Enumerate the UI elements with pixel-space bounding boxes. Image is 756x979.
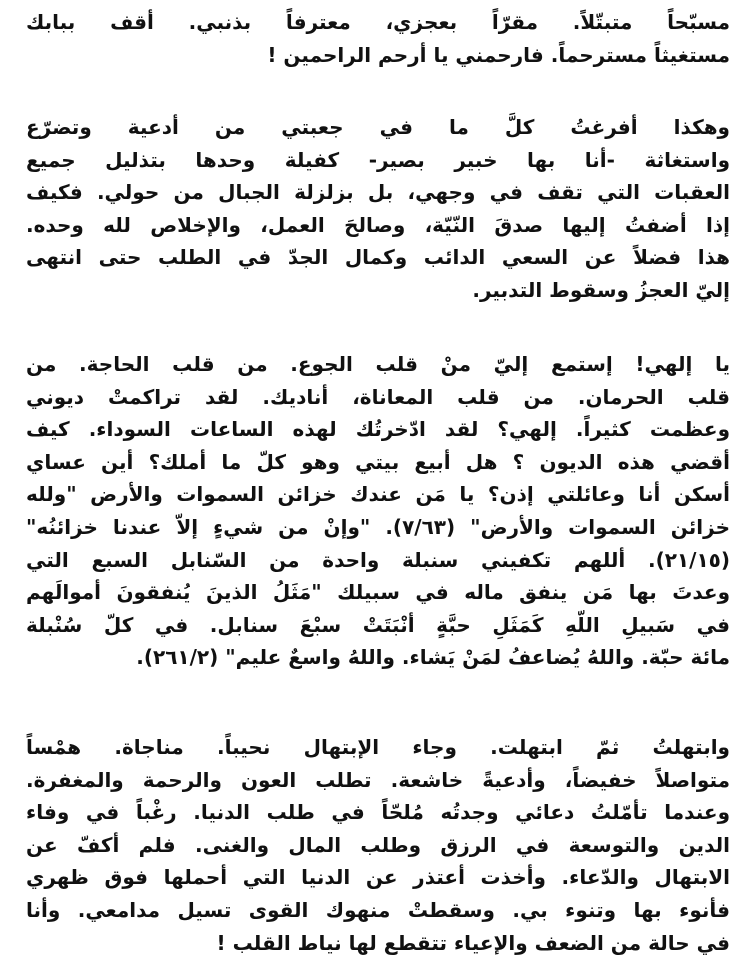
- text-line: وعدتَ بها مَن ينفق ماله في سبيلك "مَثَلُ الذينَ يُنفقونَ أموالَهم: [26, 580, 730, 605]
- text-line: إليّ العجزُ وسقوط التدبير.: [472, 277, 730, 302]
- text-line: العقبات التي تقف في وجهي، بل بزلزلة الجبال من حولي. فكيف: [26, 180, 730, 205]
- text-line: في حالة من الضعف والإعياء تتقطع لها نياط القلب !: [216, 930, 730, 955]
- text-line: وهكذا أفرغتُ كلَّ ما في جعبتي من أدعية وتضرّع: [26, 115, 730, 139]
- text-line: واستغاثة -أنا بها خبير بصير- كفيلة وحدها بتذليل جميع: [26, 147, 730, 172]
- text-line: مستغيثاً مسترحماً. فارحمني يا أرحم الراحمين !: [267, 42, 730, 67]
- text-line: أسكن أنا وعائلتي إذن؟ يا مَن عندك خزائن السموات والأرض "ولله: [26, 482, 730, 507]
- text-line: خزائن السموات والأرض" (٧/٦٣). "وإنْ من شيءٍ إلاّ عندنا خزائنُه": [26, 514, 730, 539]
- text-line: قلب الحرمان. من قلب المعاناة، أناديك. لقد تراكمتْ ديوني: [26, 384, 730, 409]
- paragraph-4: [26, 731, 730, 959]
- paragraph-1: [26, 6, 730, 71]
- text-line: في سَبيلِ اللّهِ كَمَثَلِ حبَّةٍ أنْبَتَتْ سبْعَ سنابل. في كلّ سُنْبلة: [26, 612, 730, 637]
- text-line: إذا أضفتُ إليها صدقَ النّيّة، وصالحَ العمل، والإخلاص لله وحده.: [26, 212, 730, 237]
- paragraph-2: [26, 111, 730, 307]
- text-line: وابتهلتُ ثمّ ابتهلت. وجاء الإبتهال نحيباً. مناجاة. همْساً: [26, 735, 730, 759]
- text-line: مسبّحاً متبتّلاً. مقرّاً بعجزي، معترفاً بذنبي. أقف ببابك: [26, 10, 730, 34]
- paragraph-3: [26, 348, 730, 674]
- text-line: مائة حبّة. واللهُ يُضاعفُ لمَنْ يَشاء. واللهُ واسعٌ عليم" (٢٦١/٢).: [136, 645, 730, 670]
- text-line: متواصلاً خفيضاً، وأدعيةً خاشعة. تطلب العون والرحمة والمغفرة.: [26, 767, 730, 792]
- text-line: يا إلهي! إستمع إليّ منْ قلب الجوع. من قلب الحاجة. من: [26, 352, 730, 376]
- text-line: (٢١/١٥). أللهم تكفيني سنبلة واحدة من السّنابل السبع التي: [26, 547, 730, 572]
- text-line: وعظمت كثيراً. إلهي؟ لقد ادّخرتُك لهذه الساعات السوداء. كيف: [26, 417, 730, 442]
- text-line: هذا فضلاً عن السعي الدائب وكمال الجدّ في الطلب حتى انتهى: [26, 245, 730, 270]
- text-line: الابتهال والدّعاء. وأخذت أعتذر عن الدنيا التي أحملها فوق ظهري: [26, 865, 730, 890]
- text-line: أقضي هذه الديون ؟ هل أبيع بيتي وهو كلّ ما أملك؟ أين عساي: [26, 449, 730, 474]
- text-line: الدين والتوسعة في الرزق وطلب المال والغنى. فلم أكفّ عن: [26, 832, 730, 857]
- text-line: وعندما تأمّلتُ دعائي وجدتُه مُلحّاً في طلب الدنيا. رغْباً في وفاء: [26, 800, 730, 825]
- text-line: فأنوء بها وتنوء بي. وسقطتْ منهوك القوى تسيل مدامعي. وأنا: [26, 897, 730, 922]
